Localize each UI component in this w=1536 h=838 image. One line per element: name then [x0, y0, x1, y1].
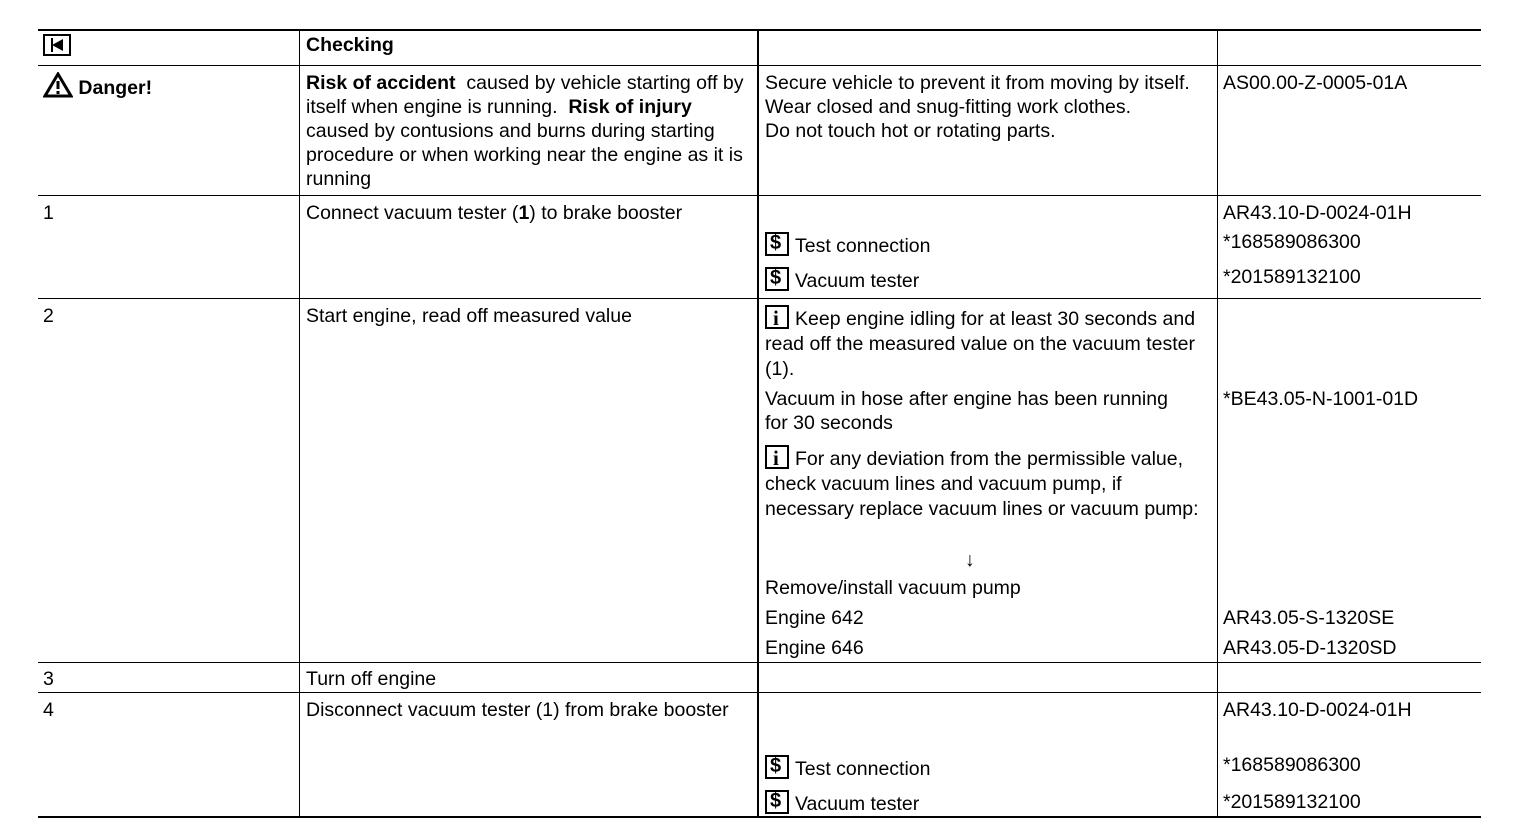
remove-install-link[interactable]: Remove/install vacuum pump [765, 577, 1021, 599]
measure-item: Secure vehicle to prevent it from moving by itself. [765, 72, 1190, 94]
step-row-3 [38, 662, 1481, 692]
danger-label: Danger! [78, 77, 153, 99]
step-action: Connect vacuum tester (1) to brake booster [306, 202, 683, 224]
risk-injury-label: Risk of injury [568, 96, 692, 118]
step-ref-link[interactable]: AR43.10-D-0024-01H [1223, 202, 1412, 224]
special-tool-icon: $ [765, 232, 789, 256]
warning-triangle-icon [43, 72, 73, 98]
header-row [38, 31, 1481, 65]
special-tool-icon: $ [765, 755, 789, 779]
section-title: Checking [306, 34, 394, 56]
measure-item: Wear closed and snug-fitting work clothes. [765, 96, 1131, 118]
step-action: Disconnect vacuum tester (1) from brake booster [306, 699, 729, 721]
step-action: Start engine, read off measured value [306, 305, 632, 327]
danger-ref-link[interactable]: AS00.00-Z-0005-01A [1223, 72, 1408, 94]
step-row-2 [38, 298, 1481, 662]
tool-ref-link[interactable]: *168589086300 [1223, 754, 1361, 776]
tool-item: $ Vacuum tester [765, 790, 1215, 816]
tool-item: $ Test connection [765, 755, 1215, 781]
step-action: Turn off engine [306, 668, 437, 690]
spec-ref-link[interactable]: *BE43.05-N-1001-01D [1223, 388, 1419, 410]
step-number: 2 [43, 305, 54, 327]
info-icon: i [765, 445, 789, 469]
engine-ref-link[interactable]: AR43.05-S-1320SE [1223, 607, 1395, 629]
danger-risk-text: Risk of accident caused by vehicle starting off by itself when engine is running. Risk of injury caused by contusions and burns during starting procedure or when working near the engine as it is running [306, 72, 744, 190]
tool-ref-link[interactable]: *168589086300 [1223, 231, 1361, 253]
info-note: i Keep engine idling for at least 30 seconds and read off the measured value on the vacuum tester (1). [765, 306, 1196, 380]
measure-item: Do not touch hot or rotating parts. [765, 120, 1056, 142]
spec-text: Vacuum in hose after engine has been running for 30 seconds [765, 388, 1168, 434]
down-arrow-icon: ↓ [965, 549, 975, 571]
procedure-table [38, 29, 1481, 818]
step-number: 1 [43, 202, 54, 224]
step-row-4 [38, 692, 1481, 818]
info-icon: i [765, 305, 789, 329]
step-row-1 [38, 195, 1481, 298]
tool-ref-link[interactable]: *201589132100 [1223, 791, 1361, 813]
special-tool-icon: $ [765, 267, 789, 291]
engine-label: Engine 642 [765, 607, 864, 629]
risk-accident-label: Risk of accident [306, 72, 456, 94]
danger-label-cell [43, 72, 152, 100]
engine-ref-link[interactable]: AR43.05-D-1320SD [1223, 637, 1397, 659]
danger-row [38, 65, 1481, 195]
step-number: 4 [43, 699, 54, 721]
tool-item: $ Vacuum tester [765, 267, 1215, 293]
tool-ref-link[interactable]: *201589132100 [1223, 266, 1361, 288]
step-ref-link[interactable]: AR43.10-D-0024-01H [1223, 699, 1412, 721]
engine-label: Engine 646 [765, 637, 864, 659]
danger-measures [765, 71, 1215, 143]
tool-item: $ Test connection [765, 232, 1215, 258]
back-arrow-icon[interactable] [43, 34, 71, 56]
special-tool-icon: $ [765, 790, 789, 814]
info-note: i For any deviation from the permissible value, check vacuum lines and vacuum pump, if necessary replace vacuum lines or vacuum pump: [765, 446, 1199, 520]
step-number: 3 [43, 668, 54, 690]
